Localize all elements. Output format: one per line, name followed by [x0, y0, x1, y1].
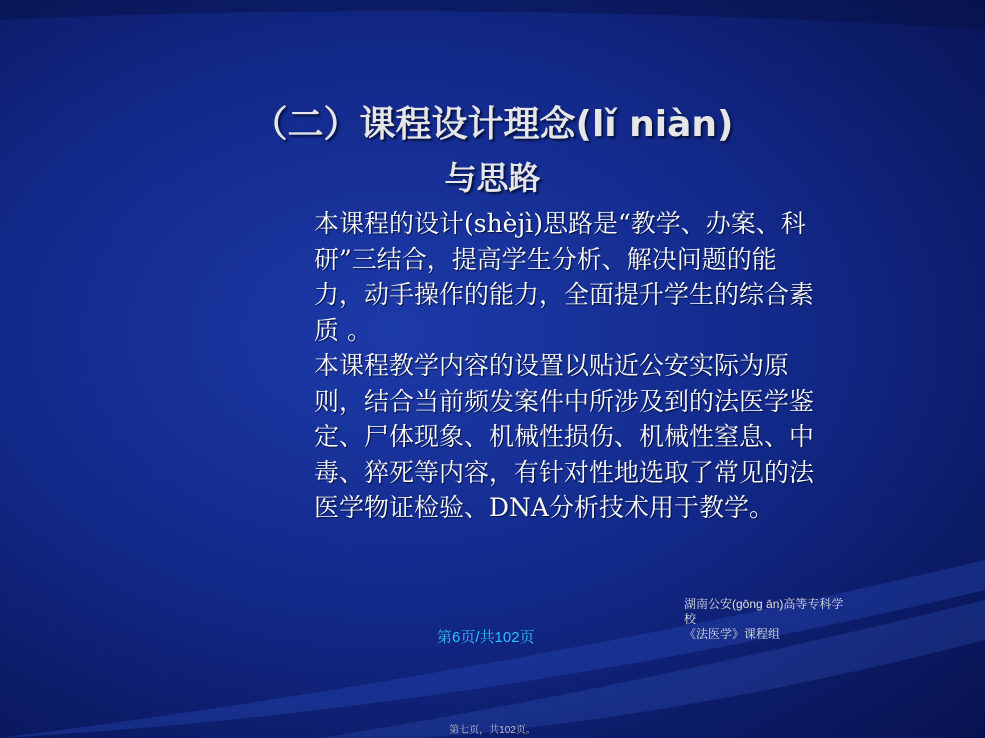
school-info	[684, 597, 854, 642]
school-name: 湖南公安(gōng ān)高等专科学校	[684, 597, 844, 626]
page-indicator: 第6页/共102页	[437, 629, 535, 646]
slide-title: （二）课程设计理念(lǐ niàn)	[251, 104, 734, 145]
slide-body	[278, 206, 818, 526]
paragraph-design-approach: 本课程的设计(shèjì)思路是“教学、办案、科研”三结合，提高学生分析、解决问题的能力，动手操作的能力，全面提升学生的综合素质 。	[314, 209, 815, 345]
page-footer: 第七页，共102页。	[449, 725, 536, 736]
paragraph-content-setup: 本课程教学内容的设置以贴近公安实际为原则，结合当前频发案件中所涉及到的法医学鉴定、尸体现象、机械性损伤、机械性窒息、中毒、猝死等内容，有针对性地选取了常见的法医学物证检验、DNA分析技术用于教学。	[314, 351, 815, 522]
slide-subtitle: 与思路	[444, 159, 541, 197]
course-group: 《法医学》课程组	[684, 627, 781, 641]
